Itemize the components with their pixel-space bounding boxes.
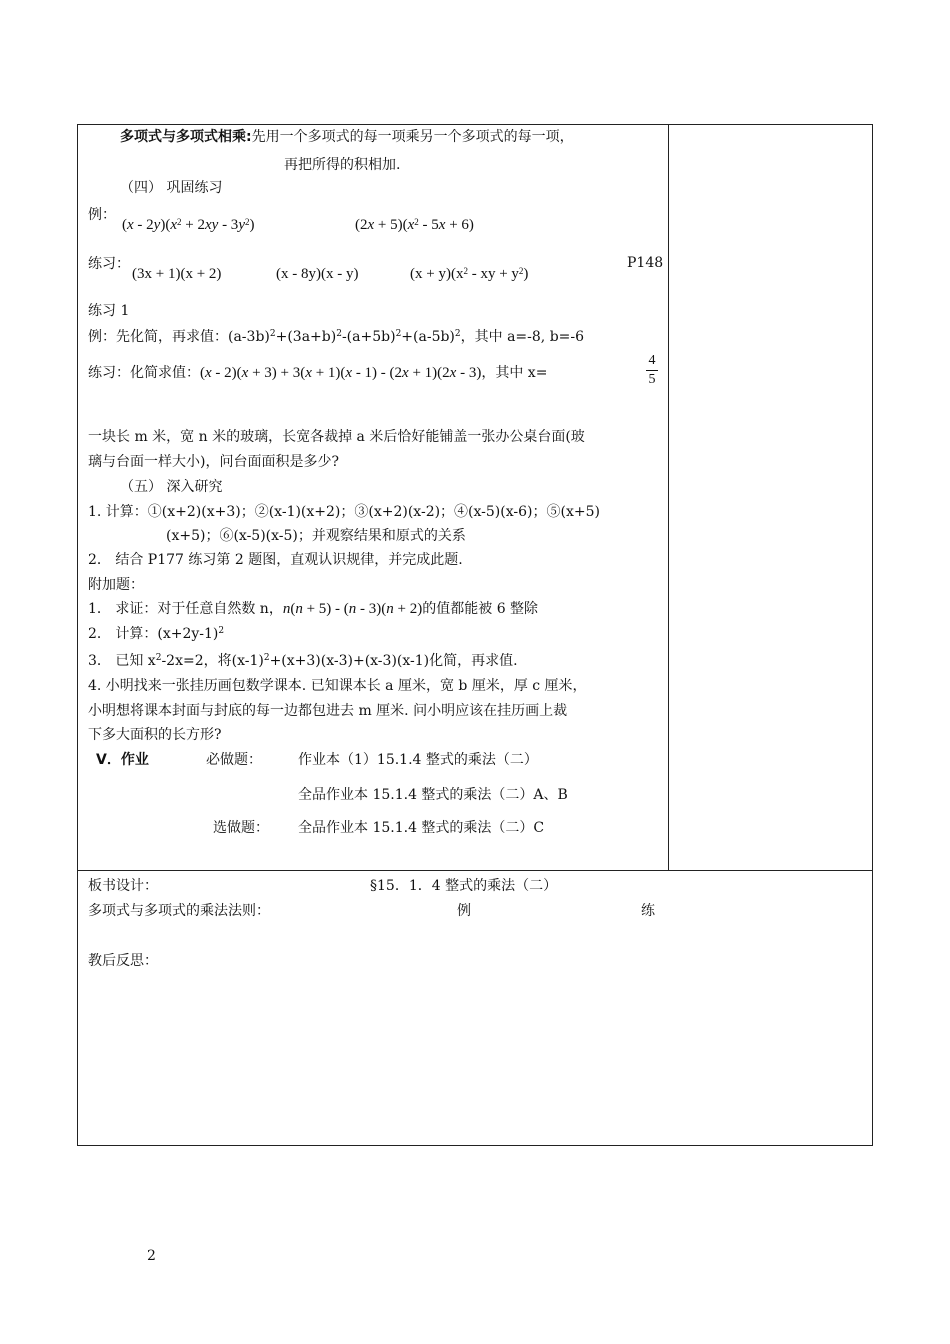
research-item-2: 2． 结合 P177 练习第 2 题图，直观认识规律，并完成此题. xyxy=(88,552,463,568)
simplify-exercise: 练习：化简求值：(x - 2)(x + 3) + 3(x + 1)(x - 1) - (2x + 1)(2x - 3)，其中 x= xyxy=(88,365,548,381)
example-1-expr-1: $(x - 2y)(x^2 + 2xy - 3y^2)$ xyxy=(122,217,255,233)
bonus-item-4-line-3: 下多大面积的长方形? xyxy=(88,727,222,743)
homework-required-label: 必做题： xyxy=(206,752,262,768)
board-example: 例 xyxy=(457,903,471,919)
board-design-title: §15．1．4 整式的乘法（二） xyxy=(370,878,558,894)
glass-problem-line-1: 一块长 m 米，宽 n 米的玻璃，长宽各裁掉 a 米后恰好能铺盖一张办公桌台面(玻 xyxy=(88,429,585,445)
reflection-label: 教后反思： xyxy=(88,953,158,969)
homework-optional-1: 全品作业本 15.1.4 整式的乘法（二）C xyxy=(298,820,545,836)
example-1-expr-2: $(2x + 5)(x^2 - 5x + 6)$ xyxy=(355,217,474,233)
homework-required-2: 全品作业本 15.1.4 整式的乘法（二）A、B xyxy=(298,787,568,803)
table-row-divider xyxy=(77,870,873,871)
homework-required-1: 作业本（1）15.1.4 整式的乘法（二） xyxy=(298,752,538,768)
board-practice: 练 xyxy=(641,903,655,919)
board-design-label: 板书设计： xyxy=(88,878,158,894)
fraction-4-5: 4 5 xyxy=(644,352,660,389)
practice-1-heading: 练习 1 xyxy=(88,303,130,319)
section-4-heading: （四） 巩固练习 xyxy=(120,180,223,196)
research-item-1-line-2: (x+5)；⑥(x-5)(x-5)；并观察结果和原式的关系 xyxy=(166,528,466,544)
bonus-item-2: 2． 计算：$(x+2y-1)^2$ xyxy=(88,626,225,642)
practice-label: 练习： xyxy=(88,256,130,272)
bonus-heading: 附加题： xyxy=(88,577,144,593)
bonus-item-3: 3． 已知 $x^2-2x=2$，将$(x-1)^2+(x+3)(x-3)+(x-3)(x-1)$化简，再求值. xyxy=(88,653,518,669)
bonus-item-1: 1． 求证：对于任意自然数 n，n(n + 5) - (n - 3)(n + 2)的值都能被 6 整除 xyxy=(88,601,539,617)
practice-expr-2: (x - 8y)(x - y) xyxy=(276,266,359,282)
example-2: 例：先化简，再求值：$(a-3b)^2+(3a+b)^2-(a+5b)^2+(a-5b)^2$，其中 a=-8, b=-6 xyxy=(88,329,585,345)
board-rule-label: 多项式与多项式的乘法法则： xyxy=(88,903,270,919)
homework-heading: V．作业 xyxy=(96,752,149,768)
homework-optional-label: 选做题： xyxy=(213,820,269,836)
section-5-heading: （五） 深入研究 xyxy=(120,479,223,495)
bonus-item-1-expr: n(n + 5) - (n - 3)(n + 2) xyxy=(282,601,423,617)
table-column-divider xyxy=(668,124,669,871)
bonus-item-4-line-1: 4. 小明找来一张挂历画包数学课本. 已知课本长 a 厘米，宽 b 厘米，厚 c 厘米， xyxy=(88,678,587,694)
example-1-label: 例： xyxy=(88,207,116,223)
rule-text-2: 再把所得的积相加. xyxy=(284,157,401,173)
rule-bold: 多项式与多项式相乘 xyxy=(120,129,246,145)
glass-problem-line-2: 璃与台面一样大小)，问台面面积是多少? xyxy=(88,454,339,470)
rule-text-1: 先用一个多项式的每一项乘另一个多项式的每一项， xyxy=(251,129,574,145)
practice-expr-3: $(x + y)(x^2$ - xy + $y^2$) xyxy=(410,266,529,282)
page-number: 2 xyxy=(147,1248,156,1264)
simplify-expr: (x - 2)(x + 3) + 3(x + 1)(x - 1) - (2x + 1)(2x - 3) xyxy=(200,365,482,381)
practice-expr-1: (3x + 1)(x + 2) xyxy=(132,266,222,282)
research-item-1-line-1: 1. 计算：①(x+2)(x+3)；②(x-1)(x+2)；③(x+2)(x-2)；④(x-5)(x-6)；⑤(x+5) xyxy=(88,504,600,520)
rule-line-1: 多项式与多项式相乘:先用一个多项式的每一项乘另一个多项式的每一项， xyxy=(120,129,574,145)
practice-page-ref: P148 xyxy=(627,255,664,271)
bonus-item-4-line-2: 小明想将课本封面与封底的每一边都包进去 m 厘米. 问小明应该在挂历画上裁 xyxy=(88,703,568,719)
